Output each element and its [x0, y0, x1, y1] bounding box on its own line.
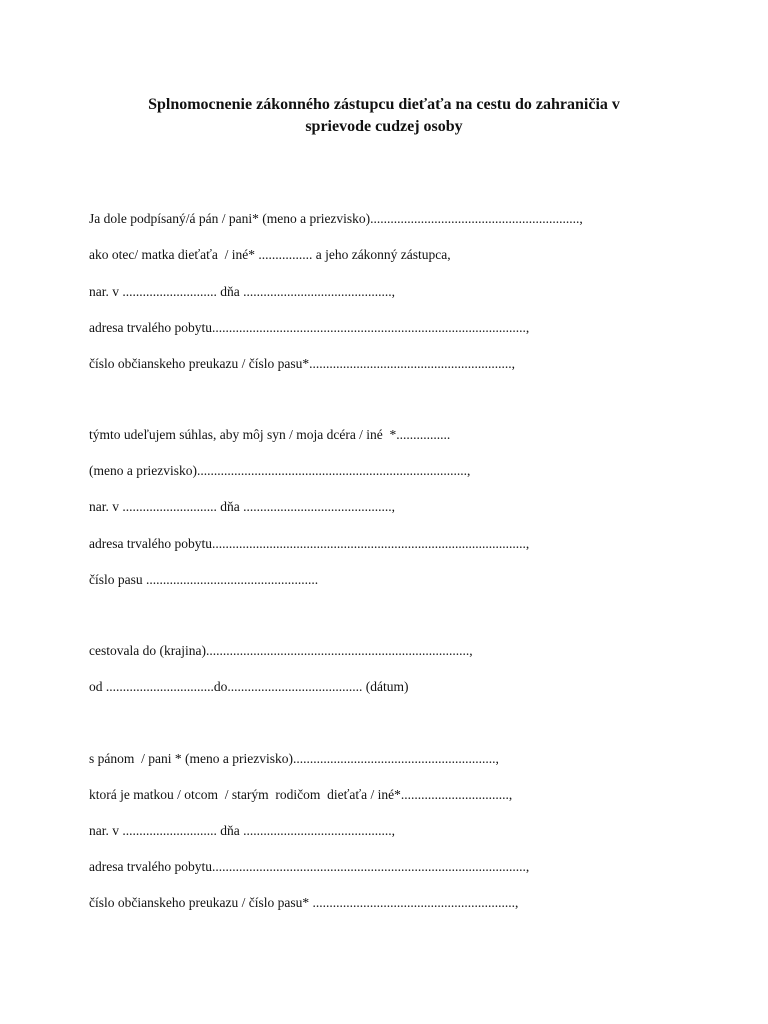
companion-id-line: číslo občianskeho preukazu / číslo pasu* ............................................................,: [89, 895, 519, 910]
child-name-line: (meno a priezvisko)................................................................................,: [89, 463, 471, 478]
travel-country-line: cestovala do (krajina)..............................................................................,: [89, 643, 473, 658]
companion-name-line: s pánom / pani * (meno a priezvisko)............................................................,: [89, 751, 499, 766]
consent-line: týmto udeľujem súhlas, aby môj syn / moja dcéra / iné *................: [89, 427, 451, 442]
parent-relation-line: ako otec/ matka dieťaťa / iné* ................ a jeho zákonný zástupca,: [89, 247, 451, 262]
document-title-line-1: Splnomocnenie zákonného zástupcu dieťaťa na cestu do zahraničia v: [148, 96, 620, 113]
child-birth-line: nar. v ............................ dňa ............................................,: [89, 499, 395, 514]
companion-birth-line: nar. v ............................ dňa ............................................,: [89, 823, 395, 838]
companion-relation-line: ktorá je matkou / otcom / starým rodičom dieťaťa / iné*................................,: [89, 787, 513, 802]
parent-id-line: číslo občianskeho preukazu / číslo pasu*............................................................,: [89, 356, 515, 371]
parent-address-line: adresa trvalého pobytu.............................................................................................,: [89, 320, 530, 335]
document-title-line-2: sprievode cudzej osoby: [305, 118, 463, 135]
parent-birth-line: nar. v ............................ dňa ............................................,: [89, 284, 395, 299]
travel-dates-line: od ................................do........................................ (dátum): [89, 679, 409, 694]
companion-address-line: adresa trvalého pobytu.............................................................................................,: [89, 859, 530, 874]
parent-name-line: Ja dole podpísaný/á pán / pani* (meno a priezvisko)..............................................................,: [89, 211, 583, 226]
child-passport-line: číslo pasu ...................................................: [89, 572, 319, 587]
child-address-line: adresa trvalého pobytu.............................................................................................,: [89, 536, 530, 551]
